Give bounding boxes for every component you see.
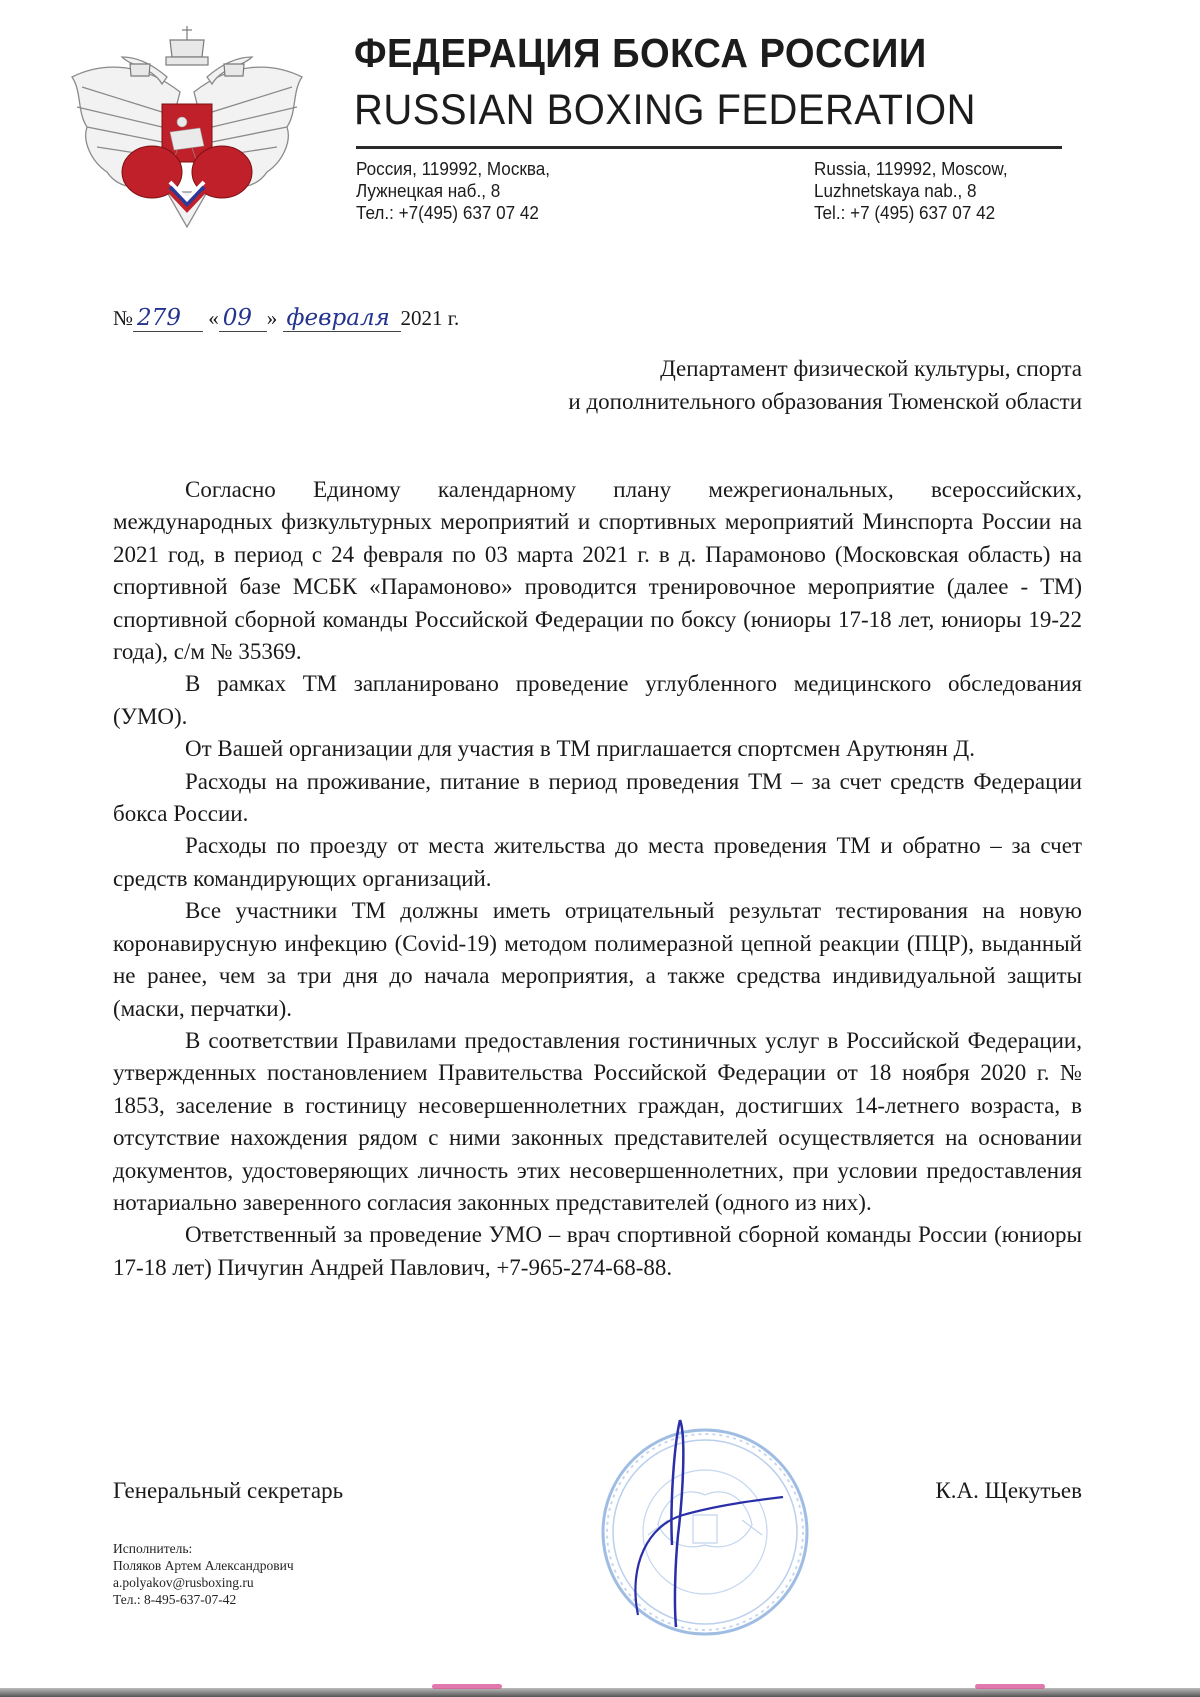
quote-open: « [208,306,219,330]
addressee-line: Департамент физической культуры, спорта [660,356,1082,381]
executor-phone: Тел.: 8-495-637-07-42 [113,1592,237,1607]
addressee-line: и дополнительного образования Тюменской области [568,389,1082,414]
addressee [568,352,1082,418]
address-ru-line: Россия, 119992, Москва, [356,159,551,179]
letterhead-divider [356,146,1062,149]
signatory-position: Генеральный секретарь [113,1478,344,1503]
address-en [814,158,1008,224]
scan-artifact [432,1684,502,1689]
document-number: 279 [133,305,203,332]
letter-body [113,474,1082,1284]
letterhead-title-ru: ФЕДЕРАЦИЯ БОКСА РОССИИ [354,30,927,76]
body-paragraph: Ответственный за проведение УМО – врач спортивной сборной команды России (юниоры 17-18 лет) Пичугин Андрей Павлович, +7-965-274-68-88. [113,1222,1082,1280]
body-paragraph: Согласно Единому календарному плану межрегиональных, всероссийских, международных физкультурных мероприятий и спортивных мероприятий Минспорта России на 2021 год, в период с 24 февраля по 03 марта 2021 г. в д. Парамоново (Московская область) на спортивной базе МСБК «Парамоново» проводится тренировочное мероприятие (далее - ТМ) спортивной сборной команды Российской Федерации по боксу (юниоры 17-18 лет, юниоры 19-22 года), с/м № 35369. [113,477,1082,665]
address-ru [356,158,550,224]
executor-block [113,1540,294,1608]
signatory-name: К.А. Щекутьев [935,1478,1082,1503]
scan-artifact [975,1684,1045,1689]
executor-name: Поляков Артем Александрович [113,1558,294,1573]
document-month: февраля [283,305,401,332]
executor-label: Исполнитель: [113,1541,193,1556]
signature-icon [598,1415,813,1630]
document-reference [113,305,459,332]
document-day: 09 [219,305,267,332]
scan-edge [0,1688,1200,1697]
quote-close: » [266,306,278,330]
body-paragraph: В соответствии Правилами предоставления гостиничных услуг в Российской Федерации, утвержденных постановлением Правительства Российской Федерации от 18 ноября 2020 г. № 1853, заселение в гостиницу несовершеннолетних граждан, достигших 14-летнего возраста, в отсутствие нахождения рядом с ними законных представителей осуществляется на основании документов, удостоверяющих личность этих несовершеннолетних, при условии предоставления нотариально заверенного согласия законных представителей (одного из них). [113,1027,1082,1215]
body-paragraph: В рамках ТМ запланировано проведение углубленного медицинского обследования (УМО). [113,671,1082,729]
federation-emblem-icon [62,22,312,232]
document-year: 2021 г. [400,306,460,330]
address-en-phone: Tel.: +7 (495) 637 07 42 [814,203,996,223]
letterhead-title-en: RUSSIAN BOXING FEDERATION [354,86,976,134]
address-ru-line: Лужнецкая наб., 8 [356,181,501,201]
executor-email[interactable]: a.polyakov@rusboxing.ru [113,1575,254,1590]
body-paragraph: От Вашей организации для участия в ТМ приглашается спортсмен Арутюнян Д. [185,736,975,762]
body-paragraph: Расходы на проживание, питание в период проведения ТМ – за счет средств Федерации бокса России. [113,768,1082,827]
body-paragraph: Расходы по проезду от места жительства до места проведения ТМ и обратно – за счет средств командирующих организаций. [113,833,1082,891]
body-paragraph: Все участники ТМ должны иметь отрицательный результат тестирования на новую коронавирусную инфекцию (Covid-19) методом полимеразной цепной реакции (ПЦР), выданный не ранее, чем за три дня до начала мероприятия, а также средства индивидуальной защиты (маски, перчатки). [113,898,1082,1021]
address-en-line: Luzhnetskaya nab., 8 [814,181,977,201]
address-ru-phone: Тел.: +7(495) 637 07 42 [356,203,539,223]
number-sign: № [113,306,134,330]
address-en-line: Russia, 119992, Moscow, [814,159,1008,179]
